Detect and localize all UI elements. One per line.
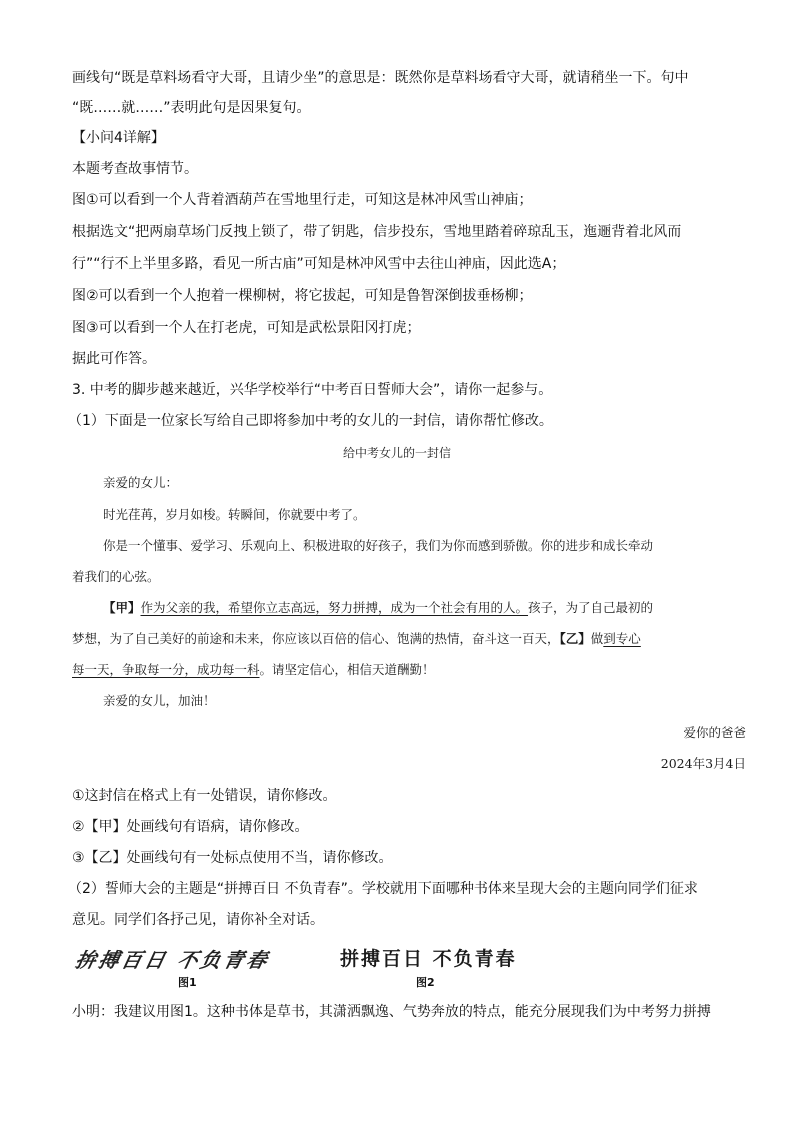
letter-paragraph xyxy=(72,661,435,679)
analysis-line: 据此可作答。 xyxy=(72,351,156,367)
question-stem: 3. 中考的脚步越来越近，兴华学校举行“中考百日誓师大会”，请你一起参与。 xyxy=(72,382,553,398)
letter-paragraph xyxy=(72,630,641,648)
subquestion-heading: 【小问4详解】 xyxy=(72,130,165,146)
jia-marker: 【甲】 xyxy=(103,600,141,615)
letter-title: 给中考女儿的一封信 xyxy=(342,446,451,460)
figure-1-text: 拚搏百日 不负青春 xyxy=(73,948,273,972)
task-item: ③【乙】处画线句有一处标点使用不当，请你修改。 xyxy=(72,850,393,866)
letter-date: 2024年3月4日 xyxy=(660,756,746,771)
analysis-line: 根据选文“把两扇草场门反拽上锁了，带了钥匙，信步投东，雪地里踏着碎琼乱玉，迤逦背着北风而 xyxy=(72,224,682,240)
analysis-line: “既……就……”表明此句是因果复句。 xyxy=(72,100,311,116)
figure-2-caption: 图2 xyxy=(416,976,435,989)
analysis-line: 本题考查故事情节。 xyxy=(72,161,198,177)
letter-closing: 亲爱的女儿，加油！ xyxy=(103,693,216,708)
figure-1-calligraphy xyxy=(73,944,273,973)
analysis-line: 行”“行不上半里多路，看见一所古庙”可知是林冲风雪中去往山神庙，因此选A； xyxy=(72,256,566,272)
question-part1: （1）下面是一位家长写给自己即将参加中考的女儿的一封信，请你帮忙修改。 xyxy=(68,413,553,429)
letter-text: 梦想，为了自己美好的前途和未来，你应该以百倍的信心、饱满的热情，奋斗这一百天， xyxy=(72,631,560,646)
jia-underlined-sentence: 作为父亲的我，希望你立志高远，努力拼搏，成为一个社会有用的人。 xyxy=(140,600,529,615)
analysis-line: 图②可以看到一个人抱着一棵柳树，将它拔起，可知是鲁智深倒拔垂杨柳； xyxy=(72,288,533,304)
question-part2: （2）誓师大会的主题是“拼搏百日 不负青春”。学校就用下面哪种书体来呈现大会的主题向同学们征求 xyxy=(68,881,698,897)
question-part2: 意见。同学们各抒己见，请你补全对话。 xyxy=(72,912,324,928)
analysis-line: 画线句“既是草料场看守大哥，且请少坐”的意思是：既然你是草料场看守大哥，就请稍坐一下。句中 xyxy=(72,70,689,86)
letter-salutation: 亲爱的女儿： xyxy=(103,475,179,490)
yi-underlined-sentence: 每一天，争取每一分，成功每一科 xyxy=(72,662,260,677)
dialogue-line: 小明：我建议用图1。这种书体是草书，其潇洒飘逸、气势奔放的特点，能充分展现我们为中考努力拼搏 xyxy=(72,1004,711,1020)
task-item: ①这封信在格式上有一处错误，请你修改。 xyxy=(72,788,337,804)
letter-text: 。请坚定信心，相信天道酬勤！ xyxy=(259,662,435,677)
task-item: ②【甲】处画线句有语病，请你修改。 xyxy=(72,819,309,835)
letter-paragraph: 时光荏苒，岁月如梭。转瞬间，你就要中考了。 xyxy=(103,507,366,522)
letter-text: 孩子，为了自己最初的 xyxy=(528,600,654,615)
analysis-line: 图①可以看到一个人背着酒葫芦在雪地里行走，可知这是林冲风雪山神庙； xyxy=(72,192,533,208)
letter-signature: 爱你的爸爸 xyxy=(683,725,746,740)
figure-2-text: 拼搏百日 不负青春 xyxy=(340,948,517,970)
yi-marker: 【乙】 xyxy=(559,631,591,646)
letter-paragraph-jia xyxy=(103,599,653,617)
analysis-line: 图③可以看到一个人在打老虎，可知是武松景阳冈打虎； xyxy=(72,320,421,336)
letter-text: 做 xyxy=(590,631,604,646)
letter-paragraph: 你是一个懂事、爱学习、乐观向上、积极进取的好孩子，我们为你而感到骄傲。你的进步和成长牵动 xyxy=(103,538,654,553)
figure-1-caption: 图1 xyxy=(178,976,197,989)
letter-paragraph: 着我们的心弦。 xyxy=(72,569,160,584)
figure-2-calligraphy xyxy=(340,944,517,971)
yi-underlined-sentence: 到专心 xyxy=(603,631,641,646)
